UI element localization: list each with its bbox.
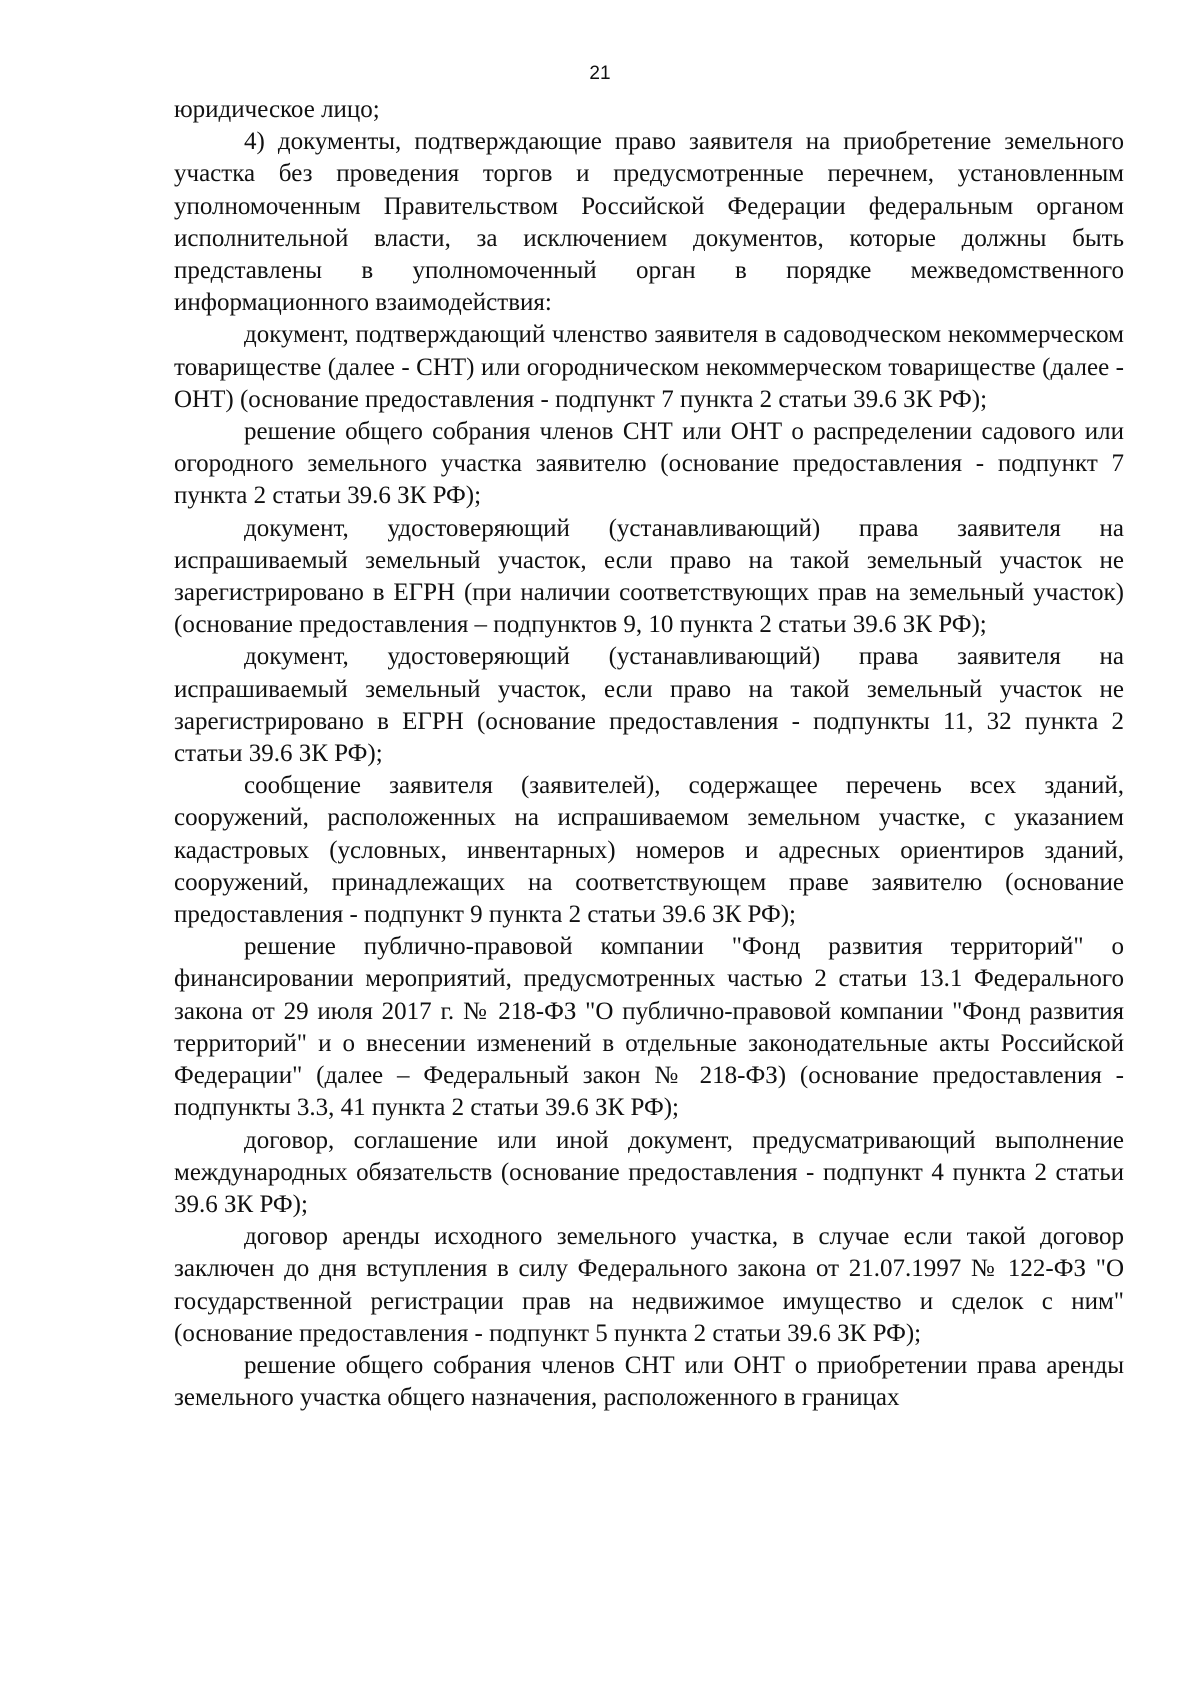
paragraph-international-agreement: договор, соглашение или иной документ, предусматривающий выполнение международных обязательств (основание предоставления - подпункт 4 пункта 2 статьи 39.6 ЗК РФ);: [174, 1126, 1124, 1218]
page-number: 21: [589, 63, 611, 84]
paragraph-applicant-message: сообщение заявителя (заявителей), содержащее перечень всех зданий, сооружений, расположенных на испрашиваемом земельном участке, с указанием кадастровых (условных, инвентарных) номеров и адресных ориентиров зданий, сооружений, принадлежащих на соответствующем праве заявителю (основание предоставления - подпункт 9 пункта 2 статьи 39.6 ЗК РФ);: [174, 772, 1124, 929]
paragraph-continuation: юридическое лицо;: [174, 96, 380, 123]
paragraph-lease-rights-decision: решение общего собрания членов СНТ или ОНТ о приобретении права аренды земельного участка общего назначения, расположенного в границах: [174, 1351, 1124, 1412]
document-body: [174, 94, 1124, 1414]
paragraph-membership-document: документ, подтверждающий членство заявителя в садоводческом некоммерческом товариществе (далее - СНТ) или огородническом некоммерческом товариществе (далее - ОНТ) (основание предоставления - подпункт 7 пункта 2 статьи 39.6 ЗК РФ);: [174, 321, 1124, 413]
paragraph-item-4: 4) документы, подтверждающие право заявителя на приобретение земельного участка без проведения торгов и предусмотренные перечнем, установленным уполномоченным Правительством Российской Федерации федеральным органом исполнительной власти, за исключением документов, которые должны быть представлены в уполномоченный орган в порядке межведомственного информационного взаимодействия:: [174, 128, 1124, 317]
paragraph-rights-document-11-32: документ, удостоверяющий (устанавливающий) права заявителя на испрашиваемый земельный участок, если право на такой земельный участок не зарегистрировано в ЕГРН (основание предоставления - подпункты 11, 32 пункта 2 статьи 39.6 ЗК РФ);: [174, 643, 1124, 768]
paragraph-general-meeting-decision: решение общего собрания членов СНТ или ОНТ о распределении садового или огородного земельного участка заявителю (основание предоставления - подпункт 7 пункта 2 статьи 39.6 ЗК РФ);: [174, 418, 1124, 510]
paragraph-fund-decision: решение публично-правовой компании "Фонд развития территорий" о финансировании мероприятий, предусмотренных частью 2 статьи 13.1 Федерального закона от 29 июля 2017 г. № 218-ФЗ "О публично-правовой компании "Фонд развития территорий" и о внесении изменений в отдельные законодательные акты Российской Федерации" (далее – Федеральный закон № 218-ФЗ) (основание предоставления - подпункты 3.3, 41 пункта 2 статьи 39.6 ЗК РФ);: [174, 933, 1124, 1122]
paragraph-rights-document-9-10: документ, удостоверяющий (устанавливающий) права заявителя на испрашиваемый земельный участок, если право на такой земельный участок не зарегистрировано в ЕГРН (при наличии соответствующих прав на земельный участок) (основание предоставления – подпунктов 9, 10 пункта 2 статьи 39.6 ЗК РФ);: [174, 514, 1124, 639]
paragraph-lease-agreement: договор аренды исходного земельного участка, в случае если такой договор заключен до дня вступления в силу Федерального закона от 21.07.1997 № 122-ФЗ "О государственной регистрации прав на недвижимое имущество и сделок с ним" (основание предоставления - подпункт 5 пункта 2 статьи 39.6 ЗК РФ);: [174, 1223, 1124, 1347]
